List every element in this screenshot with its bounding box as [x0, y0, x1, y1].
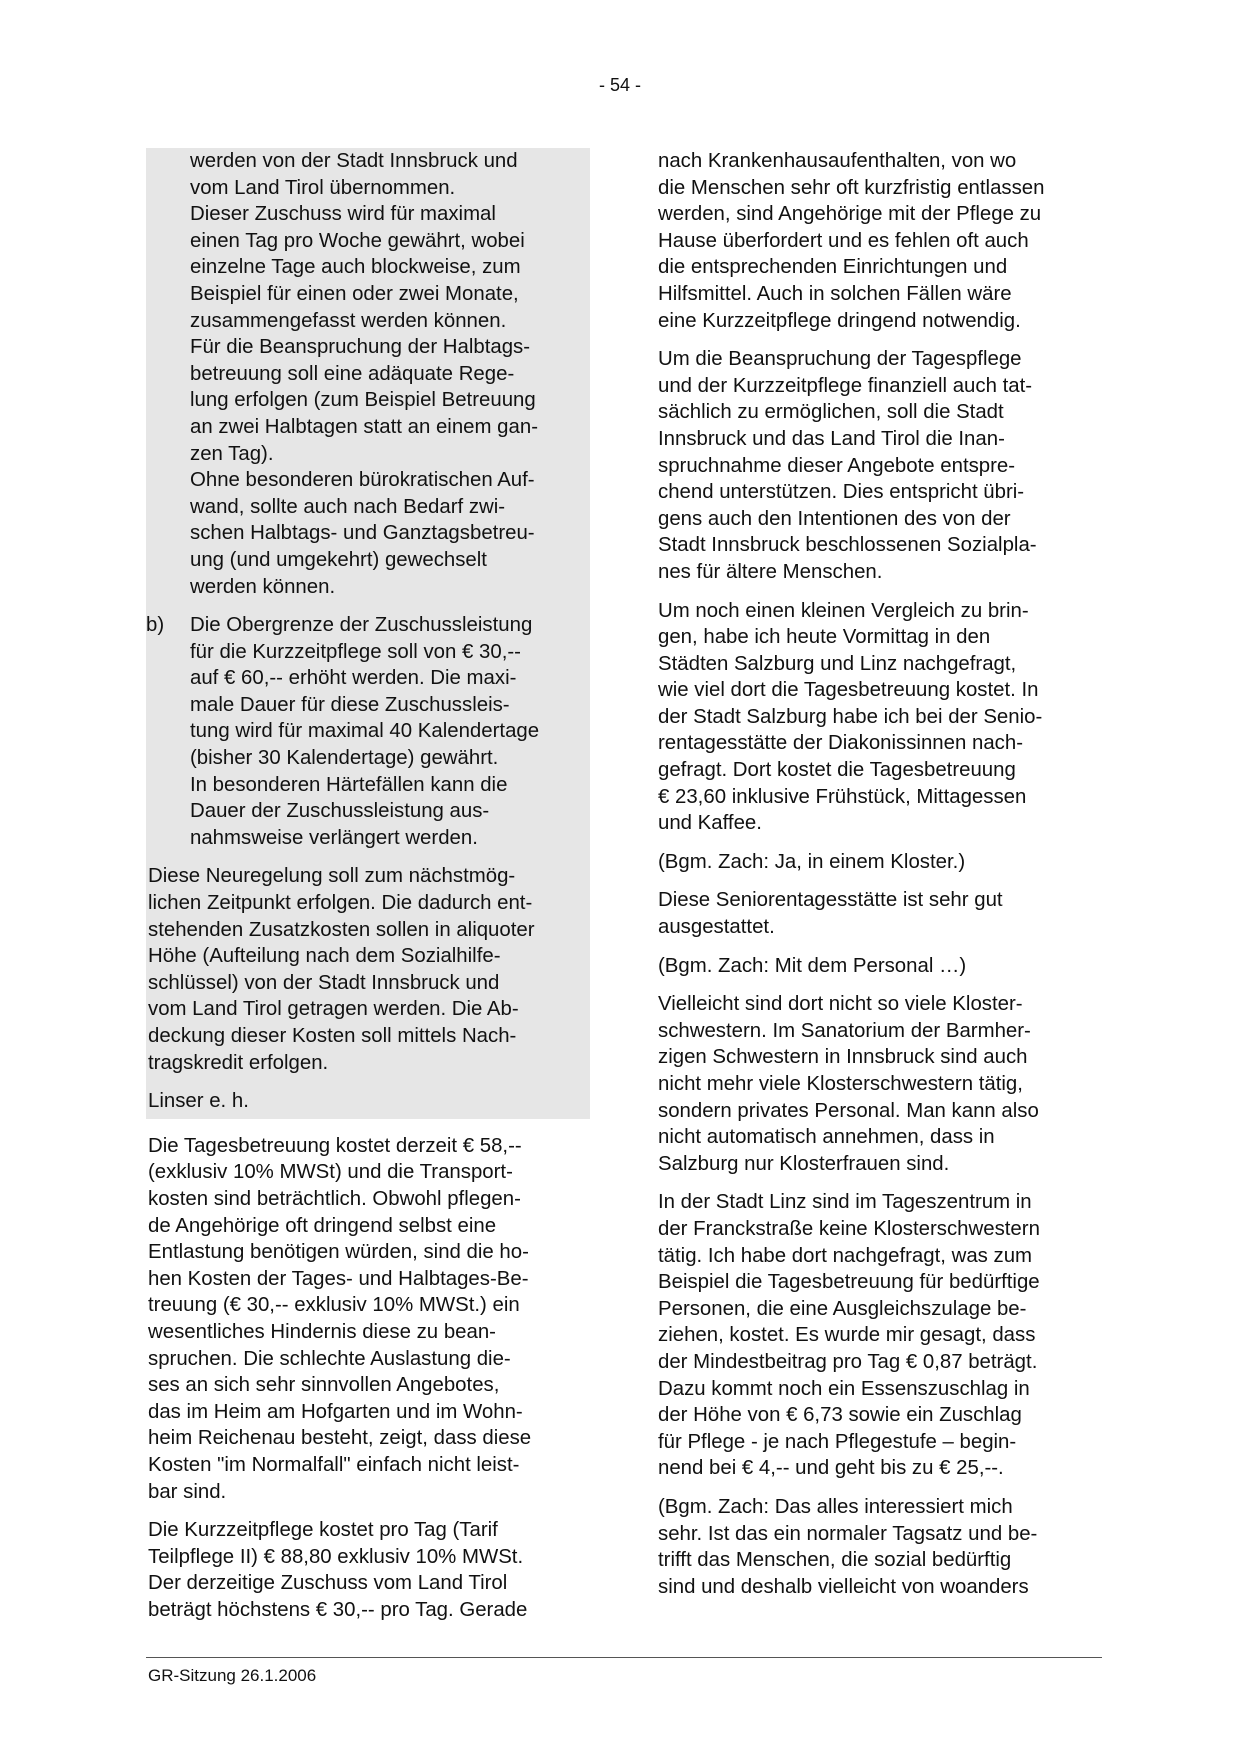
text-line: stehenden Zusatzkosten sollen in aliquoter [148, 918, 535, 941]
text-line: auf € 60,-- erhöht werden. Die maxi- [190, 667, 517, 690]
text-line: Beispiel die Tagesbetreuung für bedürftige [658, 1271, 1040, 1294]
text-line: wand, sollte auch nach Bedarf zwi- [190, 495, 506, 518]
right-column [658, 148, 1102, 1612]
text-line: Hilfsmittel. Auch in solchen Fällen wäre [658, 282, 1012, 305]
motion-quote-box [146, 148, 590, 1119]
text-line: chend unterstützen. Dies entspricht übri- [658, 481, 1025, 504]
text-line: Um noch einen kleinen Vergleich zu brin- [658, 599, 1029, 622]
text-line: schlüssel) von der Stadt Innsbruck und [148, 971, 500, 994]
text-line: der Höhe von € 6,73 sowie ein Zuschlag [658, 1404, 1022, 1427]
text-line: Höhe (Aufteilung nach dem Sozialhilfe- [148, 945, 501, 968]
text-line: wesentliches Hindernis diese zu bean- [148, 1320, 496, 1343]
interjection-tagsatz [658, 1494, 1102, 1600]
text-line: (bisher 30 Kalendertage) gewährt. [190, 747, 499, 770]
text-line: nach Krankenhausaufenthalten, von wo [658, 150, 1017, 172]
krankenhaus-paragraph [658, 148, 1102, 334]
text-line: tung wird für maximal 40 Kalendertage [190, 720, 540, 743]
text-line: der Franckstraße keine Klosterschwestern [658, 1217, 1040, 1240]
text-line: nicht mehr viele Klosterschwestern tätig, [658, 1073, 1023, 1095]
text-line: schen Halbtags- und Ganztagsbetreu- [190, 522, 535, 545]
text-line: bar sind. [148, 1480, 227, 1503]
text-line: beträgt höchstens € 30,-- pro Tag. Gerade [148, 1598, 528, 1621]
text-line: Innsbruck und das Land Tirol die Inan- [658, 427, 1005, 450]
neuregelung-paragraph [146, 863, 590, 1076]
list-item-body [190, 612, 590, 851]
text-line: Städten Salzburg und Linz nachgefragt, [658, 652, 1017, 675]
footer-session-date: GR-Sitzung 26.1.2006 [148, 1666, 317, 1685]
text-line: Personen, die eine Ausgleichszulage be- [658, 1297, 1027, 1320]
text-line: In besonderen Härtefällen kann die [190, 773, 508, 796]
text-line: nes für ältere Menschen. [658, 560, 883, 583]
text-line: Ohne besonderen bürokratischen Auf- [190, 469, 535, 492]
text-line: Teilpflege II) € 88,80 exklusiv 10% MWSt. [148, 1545, 524, 1568]
text-line: die entsprechenden Einrichtungen und [658, 256, 1008, 279]
text-line: einen Tag pro Woche gewährt, wobei [190, 229, 525, 252]
text-line: gen, habe ich heute Vormittag in den [658, 626, 991, 649]
text-line: kosten sind beträchtlich. Obwohl pflegen- [148, 1187, 521, 1210]
text-line: lung erfolgen (zum Beispiel Betreuung [190, 389, 536, 412]
text-line: einzelne Tage auch blockweise, zum [190, 256, 521, 279]
text-line: zigen Schwestern in Innsbruck sind auch [658, 1046, 1028, 1069]
text-line: In der Stadt Linz sind im Tageszentrum in [658, 1191, 1032, 1214]
text-line: sind und deshalb vielleicht von woanders [658, 1575, 1029, 1598]
text-line: Kosten "im Normalfall" einfach nicht leist- [148, 1453, 520, 1476]
text-line: heim Reichenau besteht, zeigt, dass diese [148, 1427, 532, 1450]
linz-paragraph [658, 1189, 1102, 1482]
klosterschwestern-paragraph [658, 991, 1102, 1177]
text-line: tragskredit erfolgen. [148, 1051, 329, 1074]
text-line: an zwei Halbtagen statt an einem gan- [190, 415, 538, 438]
footer-divider [146, 1657, 1102, 1658]
text-line: nend bei € 4,-- und geht bis zu € 25,--. [658, 1457, 1004, 1480]
text-line: treuung (€ 30,-- exklusiv 10% MWSt.) ein [148, 1294, 520, 1317]
text-line: ausgestattet. [658, 916, 775, 939]
text-line: ziehen, kostet. Es wurde mir gesagt, dass [658, 1324, 1036, 1347]
text-line: für die Kurzzeitpflege soll von € 30,-- [190, 640, 521, 663]
text-line: sächlich zu ermöglichen, soll die Stadt [658, 401, 1004, 424]
text-line: Die Obergrenze der Zuschussleistung [190, 614, 533, 637]
text-line: der Stadt Salzburg habe ich bei der Senio- [658, 705, 1043, 728]
text-line: werden, sind Angehörige mit der Pflege zu [658, 203, 1042, 226]
text-line: hen Kosten der Tages- und Halbtages-Be- [148, 1267, 529, 1290]
interjection-kloster [658, 849, 1102, 876]
text-line: de Angehörige oft dringend selbst eine [148, 1214, 497, 1237]
text-line: für Pflege - je nach Pflegestufe – begin- [658, 1430, 1017, 1453]
text-line: schwestern. Im Sanatorium der Barmher- [658, 1019, 1031, 1042]
text-line: (Bgm. Zach: Mit dem Personal …) [658, 954, 967, 977]
text-line: rentagesstätte der Diakonissinnen nach- [658, 732, 1023, 755]
text-line: vom Land Tirol getragen werden. Die Ab- [148, 998, 519, 1021]
text-line: werden von der Stadt Innsbruck und [190, 150, 518, 172]
list-item-letter: b) [146, 614, 165, 637]
text-line: Die Tagesbetreuung kostet derzeit € 58,-- [148, 1134, 522, 1157]
text-line: lichen Zeitpunkt erfolgen. Die dadurch ent- [148, 892, 533, 915]
tagesbetreuung-paragraph [146, 1133, 590, 1505]
interjection-personal [658, 953, 1102, 980]
text-line: die Menschen sehr oft kurzfristig entlassen [658, 176, 1045, 199]
text-line: (exklusiv 10% MWSt) und die Transport- [148, 1161, 513, 1184]
text-line: spruchnahme dieser Angebote entspre- [658, 454, 1016, 477]
text-line: gefragt. Dort kostet die Tagesbetreuung [658, 759, 1016, 782]
text-line: Um die Beanspruchung der Tagespflege [658, 348, 1022, 371]
signature: Linser e. h. [148, 1090, 249, 1113]
text-line: Entlastung benötigen würden, sind die ho- [148, 1241, 529, 1264]
text-line: ses an sich sehr sinnvollen Angebotes, [148, 1374, 500, 1397]
text-line: spruchen. Die schlechte Auslastung die- [148, 1347, 511, 1370]
text-line: male Dauer für diese Zuschussleis- [190, 693, 510, 716]
text-line: sondern privates Personal. Man kann also [658, 1099, 1039, 1122]
left-column [146, 148, 590, 1635]
text-line: (Bgm. Zach: Das alles interessiert mich [658, 1495, 1013, 1518]
text-line: Dauer der Zuschussleistung aus- [190, 800, 490, 823]
text-line: werden können. [190, 575, 336, 598]
text-line: Diese Seniorentagesstätte ist sehr gut [658, 889, 1003, 912]
text-line: Diese Neuregelung soll zum nächstmög- [148, 865, 516, 888]
text-line: Dazu kommt noch ein Essenszuschlag in [658, 1377, 1030, 1400]
text-line: Vielleicht sind dort nicht so viele Kloster- [658, 993, 1023, 1016]
quote-continuation [146, 148, 590, 600]
text-line: und der Kurzzeitpflege finanziell auch tat- [658, 374, 1033, 397]
text-line: € 23,60 inklusive Frühstück, Mittagessen [658, 785, 1027, 808]
text-line: Die Kurzzeitpflege kostet pro Tag (Tarif [148, 1519, 498, 1542]
text-line: vom Land Tirol übernommen. [190, 176, 456, 199]
page-number: - 54 - [598, 75, 641, 95]
text-line: eine Kurzzeitpflege dringend notwendig. [658, 309, 1021, 332]
text-line: Stadt Innsbruck beschlossenen Sozialpla- [658, 534, 1037, 557]
text-line: zen Tag). [190, 442, 274, 465]
text-line: der Mindestbeitrag pro Tag € 0,87 beträgt. [658, 1350, 1038, 1373]
text-line: Salzburg nur Klosterfrauen sind. [658, 1152, 950, 1175]
text-line: (Bgm. Zach: Ja, in einem Kloster.) [658, 850, 966, 873]
text-line: Beispiel für einen oder zwei Monate, [190, 282, 519, 305]
text-line: betreuung soll eine adäquate Rege- [190, 362, 515, 385]
text-line: sehr. Ist das ein normaler Tagsatz und be- [658, 1522, 1038, 1545]
ausgestattet-paragraph [658, 887, 1102, 940]
text-line: wie viel dort die Tagesbetreuung kostet. In [658, 679, 1039, 702]
text-line: und Kaffee. [658, 812, 762, 835]
text-line: das im Heim am Hofgarten und im Wohn- [148, 1400, 523, 1423]
text-line: ung (und umgekehrt) gewechselt [190, 548, 487, 571]
beanspruchung-paragraph [658, 346, 1102, 585]
text-line: Für die Beanspruchung der Halbtags- [190, 336, 531, 359]
vergleich-paragraph [658, 598, 1102, 837]
text-line: tätig. Ich habe dort nachgefragt, was zum [658, 1244, 1033, 1267]
text-line: Hause überfordert und es fehlen oft auch [658, 229, 1029, 252]
text-line: trifft das Menschen, die sozial bedürftig [658, 1549, 1012, 1572]
text-line: deckung dieser Kosten soll mittels Nach- [148, 1025, 517, 1047]
text-line: Der derzeitige Zuschuss vom Land Tirol [148, 1572, 508, 1595]
text-line: Dieser Zuschuss wird für maximal [190, 203, 496, 226]
text-line: gens auch den Intentionen des von der [658, 507, 1011, 530]
text-line: nahmsweise verlängert werden. [190, 826, 478, 849]
kurzzeitpflege-paragraph [146, 1517, 590, 1623]
text-line: nicht automatisch annehmen, dass in [658, 1126, 995, 1149]
text-line: zusammengefasst werden können. [190, 309, 507, 332]
list-item-b [146, 612, 590, 851]
